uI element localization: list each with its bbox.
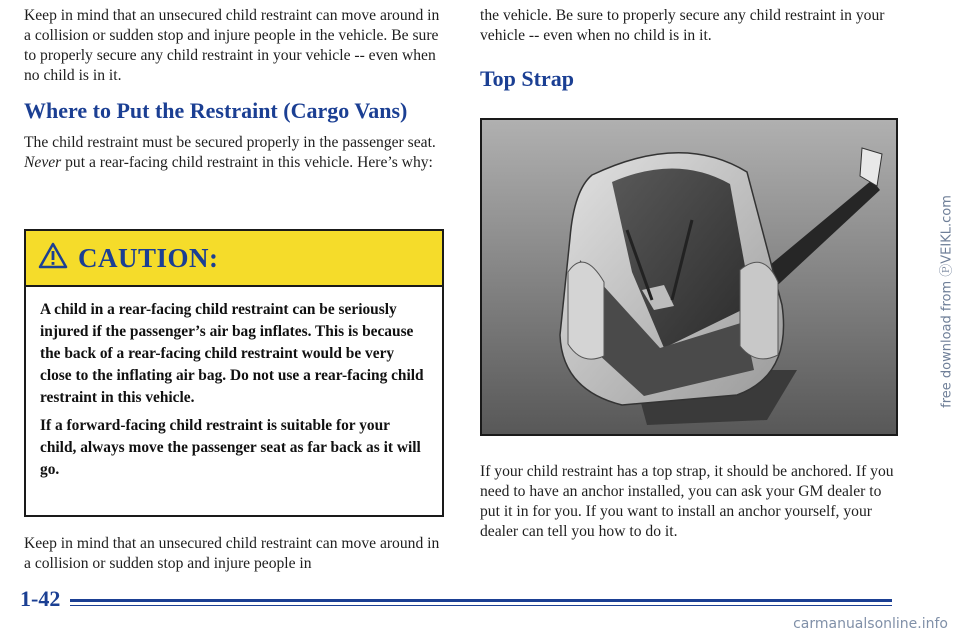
right-column [480,6,900,92]
bottom-watermark: carmanualsonline.info [793,616,948,632]
caution-label: CAUTION: [78,242,219,273]
continued-paragraph: the vehicle. Be sure to properly secure any child restraint in your vehicle -- even when no child is in it. [480,7,885,44]
side-watermark-text: free download from ⓅVEIKL.com [939,195,955,408]
restraint-placement-paragraph [24,133,446,173]
caution-body [26,287,442,481]
emphasis-never: Never [24,154,62,171]
intro-paragraph: Keep in mind that an unsecured child restraint can move around in a collision or sudden stop and injure people in the vehicle. Be sure to properly secure any child restraint in your vehicle -- even when no child is in it. [24,7,440,84]
warning-triangle-icon [38,242,68,274]
closing-paragraph: Keep in mind that an unsecured child restraint can move around in a collision or sudden stop and injure people in [24,535,440,572]
section-heading-cargo-vans: Where to Put the Restraint (Cargo Vans) [24,98,408,123]
caution-paragraph-2: If a forward-facing child restraint is suitable for your child, always move the passenger seat as far back as it will go. [40,417,421,478]
caution-paragraph-1: A child in a rear-facing child restraint can be seriously injured if the passenger’s air bag inflates. This is because the back of a rear-facing child restraint would be very close to the inflating air bag. Do not use a rear-facing child restraint in this vehicle. [40,301,424,406]
page-number: 1-42 [20,586,61,611]
body-text-end: put a rear-facing child restraint in this vehicle. Here’s why: [61,154,433,171]
top-strap-paragraph: If your child restraint has a top strap, it should be anchored. If you need to have an anchor installed, you can ask your GM dealer to put it in for you. If you want to install an anchor yourself, your dealer can tell you how to do it. [480,463,894,540]
section-heading-top-strap: Top Strap [480,66,574,91]
caution-header [26,231,442,287]
footer-rule [70,599,892,602]
footer-rule-thin [70,605,892,606]
body-text-start: The child restraint must be secured properly in the passenger seat. [24,134,436,151]
caution-box [24,229,444,517]
left-column [24,6,446,173]
child-seat-top-strap-photo [480,118,898,436]
